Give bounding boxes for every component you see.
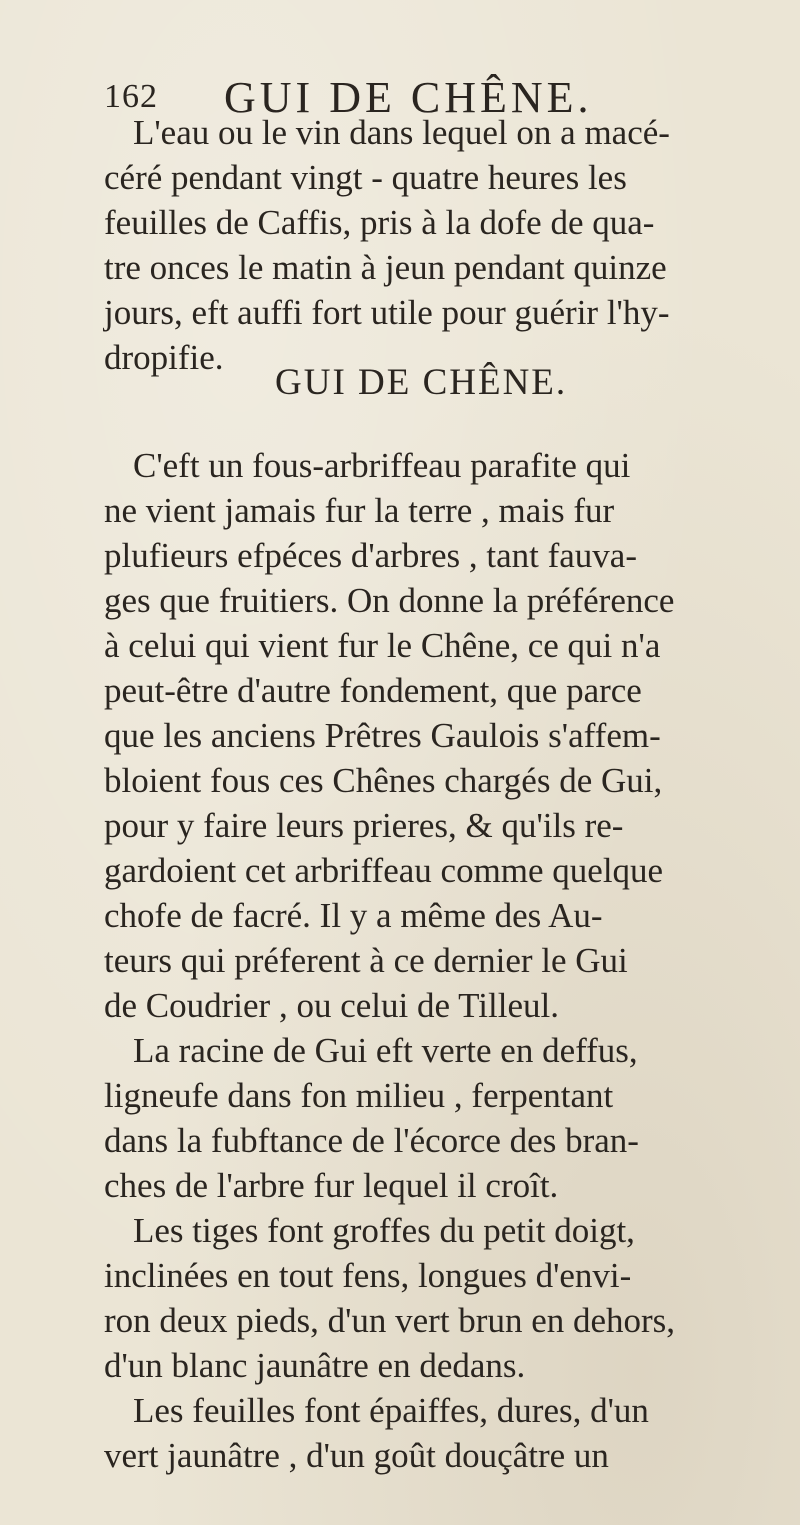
text-line: Les tiges font groffes du petit doigt, <box>133 1211 635 1250</box>
text-line: Les feuilles font épaiffes, dures, d'un <box>133 1391 649 1430</box>
text-line: de Coudrier , ou celui de Tilleul. <box>104 986 559 1025</box>
text-line: dans la fubftance de l'écorce des bran- <box>104 1121 639 1160</box>
text-line: céré pendant vingt - quatre heures les <box>104 158 627 197</box>
text-line: à celui qui vient fur le Chêne, ce qui n'a <box>104 626 661 665</box>
text-line: bloient fous ces Chênes chargés de Gui, <box>104 761 663 800</box>
text-line: que les anciens Prêtres Gaulois s'affem- <box>104 716 661 755</box>
text-line: ches de l'arbre fur lequel il croît. <box>104 1166 559 1205</box>
text-line: chofe de facré. Il y a même des Au- <box>104 896 603 935</box>
text-line: dropifie. <box>104 338 224 377</box>
text-line: d'un blanc jaunâtre en dedans. <box>104 1346 526 1385</box>
text-line: gardoient cet arbriffeau comme quelque <box>104 851 664 890</box>
text-line: inclinées en tout fens, longues d'envi- <box>104 1256 632 1295</box>
text-line: ne vient jamais fur la terre , mais fur <box>104 491 615 530</box>
text-line: plufieurs efpéces d'arbres , tant fauva- <box>104 536 637 575</box>
text-line: La racine de Gui eft verte en deffus, <box>133 1031 638 1070</box>
text-line: teurs qui préferent à ce dernier le Gui <box>104 941 628 980</box>
text-line: pour y faire leurs prieres, & qu'ils re- <box>104 806 624 845</box>
text-line: jours, eft auffi fort utile pour guérir l'hy- <box>104 293 670 332</box>
text-line: L'eau ou le vin dans lequel on a macé- <box>133 113 670 152</box>
running-head: GUI DE CHÊNE. <box>224 73 593 122</box>
text-line: peut-être d'autre fondement, que parce <box>104 671 642 710</box>
section-title: GUI DE CHÊNE. <box>275 362 568 403</box>
text-line: feuilles de Caffis, pris à la dofe de qua- <box>104 203 655 242</box>
text-line: C'eft un fous-arbriffeau parafite qui <box>133 446 631 485</box>
text-line: ges que fruitiers. On donne la préférence <box>104 581 675 620</box>
page-number: 162 <box>104 78 158 115</box>
text-line: ligneufe dans fon milieu , ferpentant <box>104 1076 614 1115</box>
text-line: ron deux pieds, d'un vert brun en dehors, <box>104 1301 676 1340</box>
text-line: tre onces le matin à jeun pendant quinze <box>104 248 667 287</box>
text-line: vert jaunâtre , d'un goût douçâtre un <box>104 1436 609 1475</box>
